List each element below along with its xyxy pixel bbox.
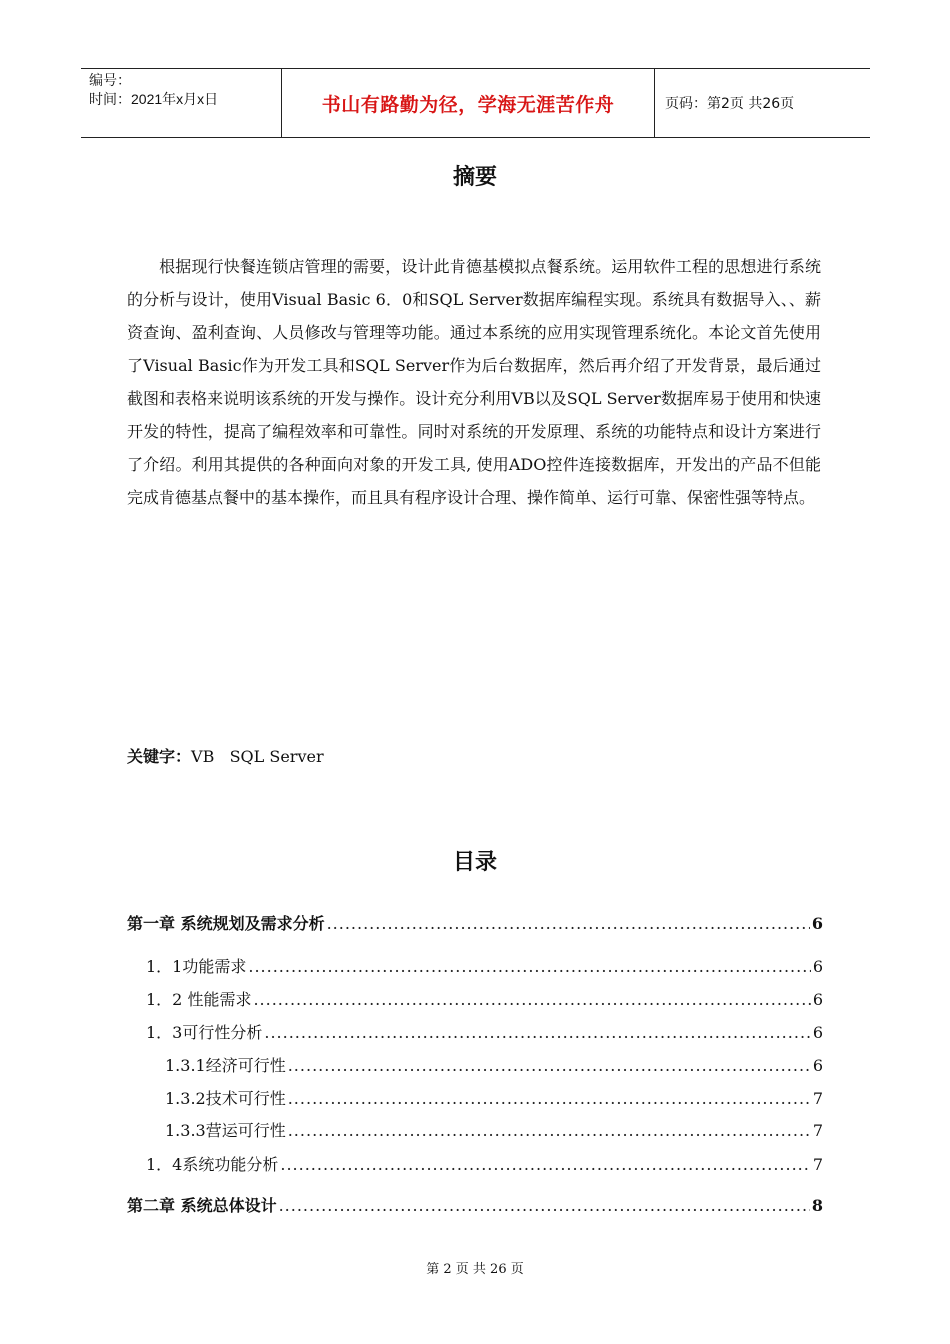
toc-entry-page: 6 [812, 990, 823, 1009]
abstract-body [127, 250, 821, 514]
toc-entry-chapter-2[interactable] [127, 1193, 823, 1215]
toc-entry-chapter-1[interactable] [127, 911, 823, 933]
toc-entry-page: 6 [812, 957, 823, 976]
abstract-title: 摘要 [452, 165, 497, 190]
toc-title: 目录 [452, 850, 497, 875]
header-date: 时间：2021年x月x日 [89, 91, 219, 107]
toc-entry-label: 1．2 性能需求 [146, 990, 252, 1009]
toc-entry-1-4[interactable] [146, 1152, 823, 1174]
header-motto: 书山有路勤为径，学海无涯苦作舟 [282, 69, 655, 137]
toc-entry-1-3-2[interactable] [165, 1086, 823, 1108]
toc-entry-page: 6 [812, 1056, 823, 1075]
toc-entry-label: 1.3.1经济可行性 [165, 1056, 286, 1075]
toc-leader [264, 1023, 810, 1042]
toc-entry-label: 1．1功能需求 [146, 957, 247, 976]
toc-leader [288, 1056, 811, 1075]
toc-entry-page: 7 [812, 1089, 823, 1108]
toc-leader [327, 914, 810, 933]
toc-leader [288, 1121, 811, 1140]
toc-entry-page: 8 [811, 1196, 823, 1215]
toc-leader [288, 1089, 811, 1108]
toc-entry-1-3[interactable] [146, 1020, 823, 1042]
toc-entry-label: 1.3.3营运可行性 [165, 1121, 286, 1140]
keywords [127, 744, 324, 767]
toc-entry-1-3-1[interactable] [165, 1053, 823, 1075]
toc-leader [279, 1196, 810, 1215]
keywords-value: VB SQL Server [191, 747, 324, 766]
toc-entry-label: 1．4系统功能分析 [146, 1155, 279, 1174]
header-meta [81, 69, 282, 137]
header-page-info: 页码：第2页 共26页 [665, 96, 795, 112]
page-header [81, 68, 870, 138]
toc-leader [280, 1155, 810, 1174]
header-number-label: 编号： [89, 72, 131, 88]
toc-entry-label: 第一章 系统规划及需求分析 [127, 914, 325, 933]
toc-leader [248, 957, 810, 976]
keywords-label: 关键字： [127, 747, 192, 766]
toc-entry-page: 7 [812, 1155, 823, 1174]
toc-entry-label: 1．3可行性分析 [146, 1023, 263, 1042]
toc-entry-1-2[interactable] [146, 987, 823, 1009]
page-footer: 第 2 页 共 26 页 [426, 1262, 524, 1277]
toc-entry-page: 6 [811, 914, 823, 933]
toc-entry-page: 7 [812, 1121, 823, 1140]
toc-entry-1-3-3[interactable] [165, 1118, 823, 1140]
toc-entry-page: 6 [812, 1023, 823, 1042]
toc-entry-1-1[interactable] [146, 954, 823, 976]
toc-leader [253, 990, 810, 1009]
toc-entry-label: 1.3.2技术可行性 [165, 1089, 286, 1108]
toc-entry-label: 第二章 系统总体设计 [127, 1196, 277, 1215]
abstract-text: 根据现行快餐连锁店管理的需要，设计此肯德基模拟点餐系统。运用软件工程的思想进行系统的分析与设计，使用Visual Basic 6．0和SQL Server数据库编程实现。系统具有数据导入、、薪资查询、盈利查询、人员修改与管理等功能。通过本系统的应用实现管理系统化。本论文首先使用了Visual Basic作为开发工具和SQL Server作为后台数据库，然后再介绍了开发背景，最后通过截图和表格来说明该系统的开发与操作。设计充分利用VB以及SQL Server数据库易于使用和快速开发的特性，提高了编程效率和可靠性。同时对系统的开发原理、系统的功能特点和设计方案进行了介绍。利用其提供的各种面向对象的开发工具, 使用ADO控件连接数据库，开发出的产品不但能完成肯德基点餐中的基本操作，而且具有程序设计合理、操作简单、运行可靠、保密性强等特点。 [127, 257, 821, 507]
